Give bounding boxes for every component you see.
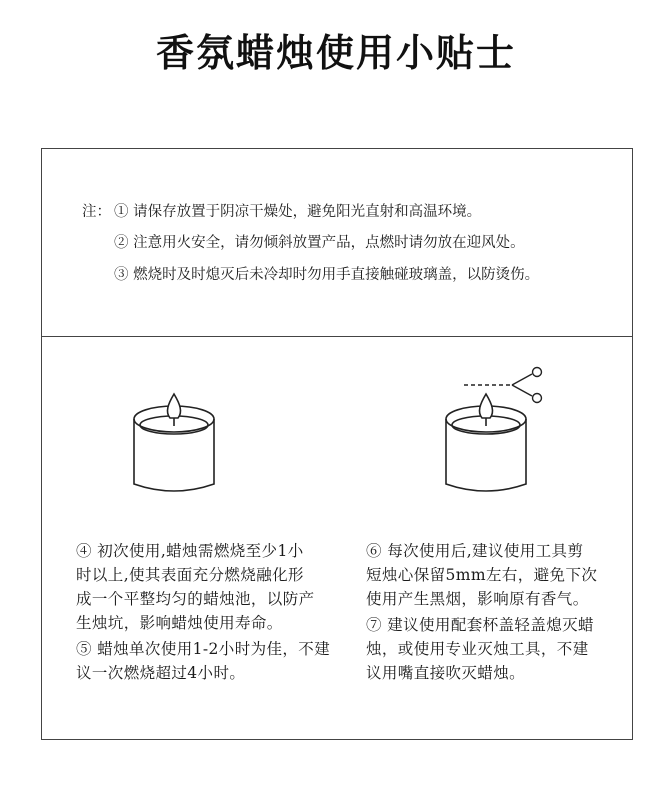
- tip-4-line-3: 成一个平整均匀的蜡烛池，以防产: [76, 590, 315, 608]
- tip-6-line-1: ⑥ 每次使用后,建议使用工具剪: [366, 542, 584, 560]
- note-item-3: ③ 燃烧时及时熄灭后未冷却时勿用手直接触碰玻璃盖，以防烫伤。: [114, 267, 540, 283]
- tip-7-line-3: 议用嘴直接吹灭蜡烛。: [366, 664, 526, 682]
- tip-5: [76, 637, 356, 685]
- section-divider: [41, 336, 633, 337]
- notes-prefix: 注：: [82, 204, 111, 220]
- page-title: 香氛蜡烛使用小贴士: [155, 31, 516, 75]
- tip-6-line-3: 使用产生黑烟，影响原有香气。: [366, 590, 589, 608]
- tip-4-line-4: 生烛坑，影响蜡烛使用寿命。: [76, 614, 283, 632]
- tip-6: [366, 539, 628, 611]
- tip-7-line-1: ⑦ 建议使用配套杯盖轻盖熄灭蜡: [366, 616, 594, 634]
- candle-icon: [128, 386, 220, 498]
- tip-5-line-2: 议一次燃烧超过4小时。: [76, 664, 246, 682]
- tip-7: [366, 613, 628, 685]
- tip-4: [76, 539, 356, 635]
- note-item-2: ② 注意用火安全，请勿倾斜放置产品，点燃时请勿放在迎风处。: [114, 235, 525, 251]
- note-item-1: ① 请保存放置于阴凉干燥处，避免阳光直射和高温环境。: [114, 204, 482, 220]
- candle-trim-scissors-icon: [440, 365, 550, 498]
- tip-5-line-1: ⑤ 蜡烛单次使用1-2小时为佳，不建: [76, 640, 331, 658]
- tip-4-line-2: 时以上,使其表面充分燃烧融化形: [76, 566, 304, 584]
- tip-7-line-2: 烛，或使用专业灭烛工具，不建: [366, 640, 589, 658]
- tip-6-line-2: 短烛心保留5mm左右，避免下次: [366, 566, 598, 584]
- tip-4-line-1: ④ 初次使用,蜡烛需燃烧至少1小: [76, 542, 304, 560]
